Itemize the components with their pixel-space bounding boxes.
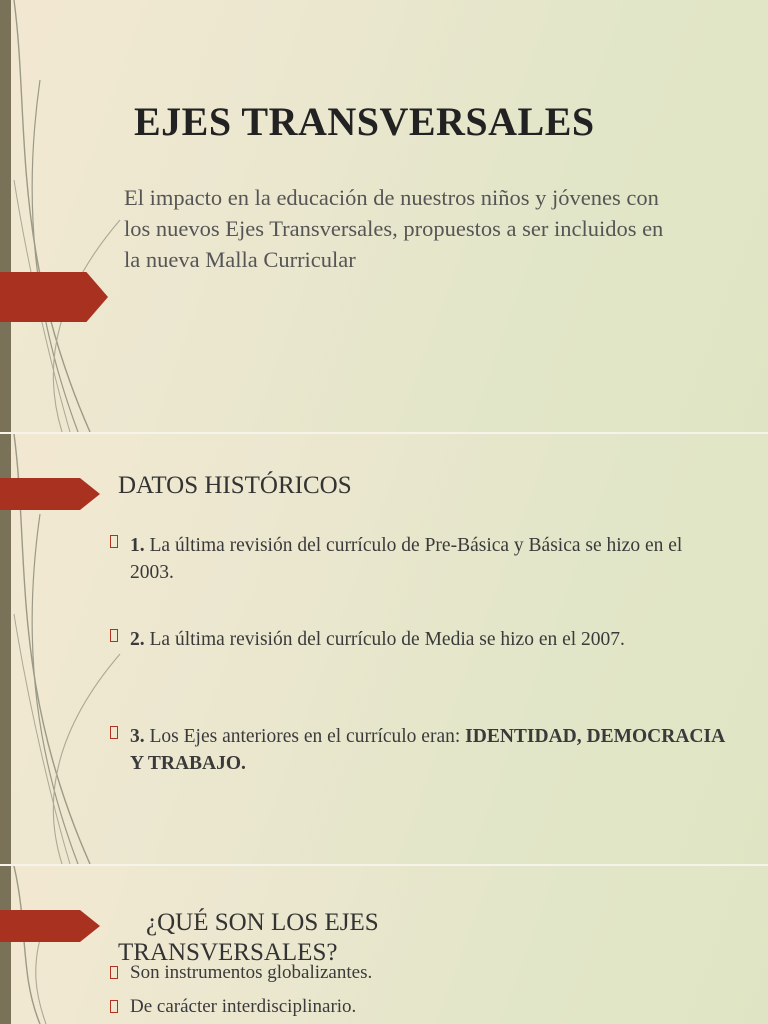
slide-1	[0, 0, 768, 432]
accent-arrow	[0, 478, 100, 510]
bullet-icon	[110, 966, 118, 979]
history-list	[110, 626, 730, 653]
accent-arrow	[0, 272, 108, 322]
bullet-icon	[110, 726, 118, 739]
definition-list	[110, 956, 730, 1024]
decorative-swirl-lines	[0, 0, 130, 432]
bullet-icon	[110, 535, 118, 548]
list-item: 3. Los Ejes anteriores en el currículo eran: IDENTIDAD, DEMOCRACIA Y TRABAJO.	[110, 723, 730, 777]
slide-3	[0, 866, 768, 1024]
list-item: De carácter interdisciplinario.	[110, 990, 730, 1024]
list-item: 1. La última revisión del currículo de Pre-Básica y Básica se hizo en el 2003.	[110, 532, 730, 586]
slide-subtitle: El impacto en la educación de nuestros niños y jóvenes con los nuevos Ejes Transversales, propuestos a ser incluidos en la nueva Malla Curricular	[124, 185, 664, 272]
list-item: Son instrumentos globalizantes.	[110, 956, 730, 990]
bullet-icon	[110, 629, 118, 642]
section-heading: DATOS HISTÓRICOS	[118, 472, 352, 499]
slide-title: EJES TRANSVERSALES	[134, 99, 595, 144]
list-item: 2. La última revisión del currículo de Media se hizo en el 2007.	[110, 626, 730, 653]
history-list	[110, 532, 730, 586]
slide-2	[0, 434, 768, 864]
section-heading: ¿QUÉ SON LOS EJES TRANSVERSALES?	[118, 909, 379, 966]
history-list	[110, 723, 730, 777]
bullet-icon	[110, 1000, 118, 1013]
accent-arrow	[0, 910, 100, 942]
